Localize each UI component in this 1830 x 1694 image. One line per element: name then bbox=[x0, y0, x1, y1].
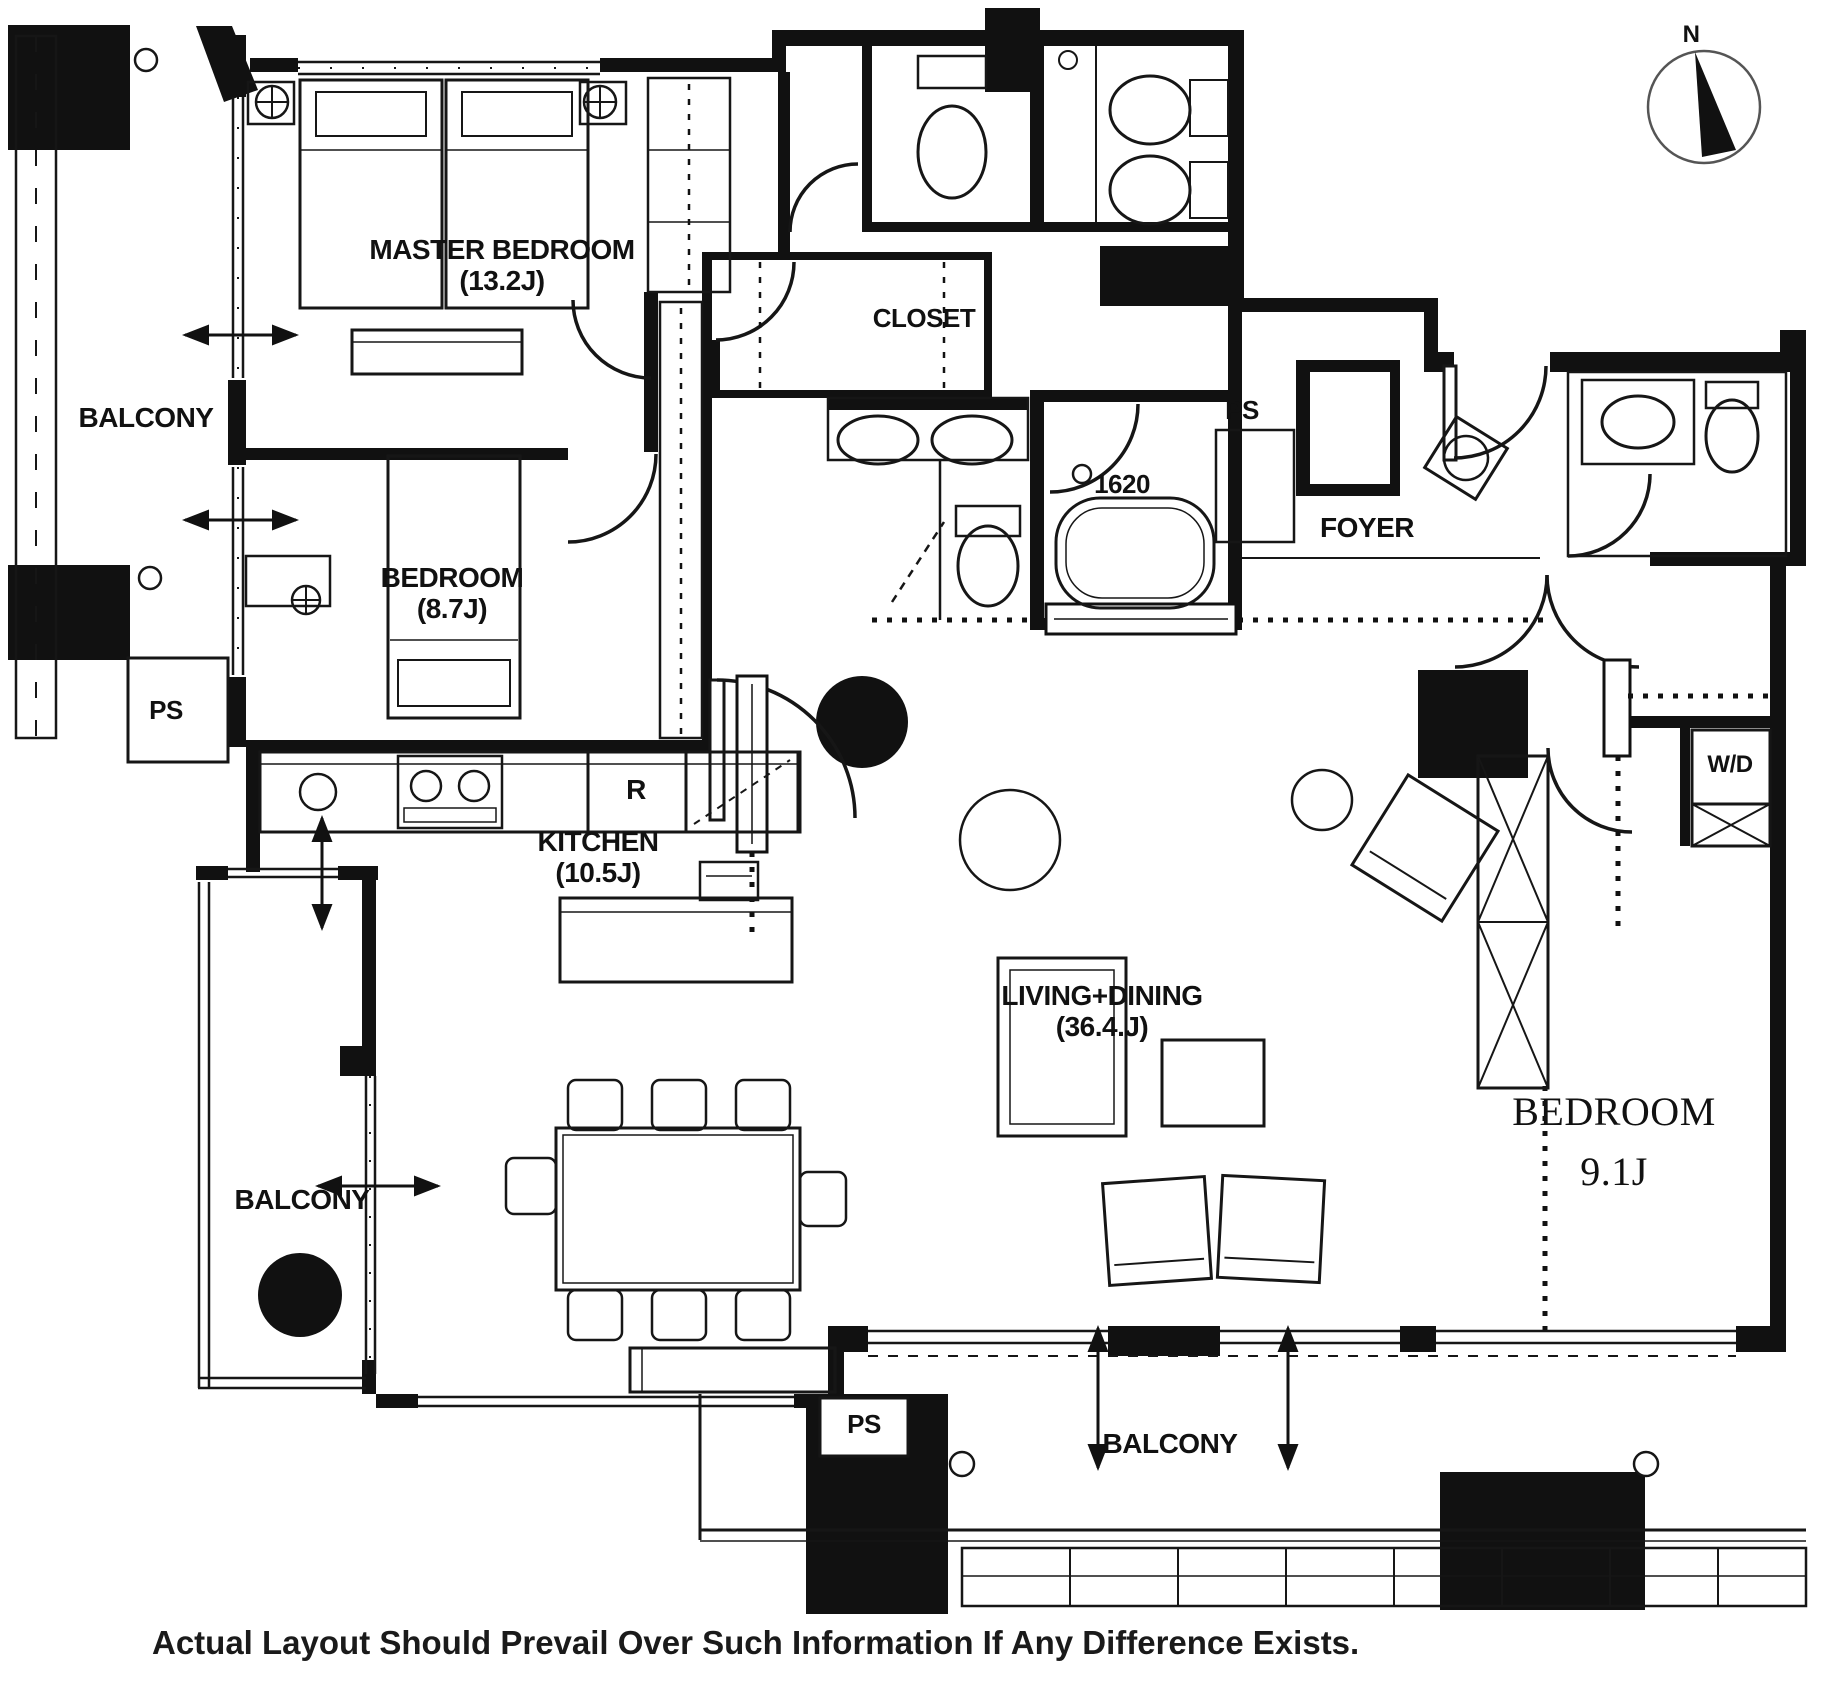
dining-chair bbox=[736, 1080, 790, 1130]
refrigerator-text: R bbox=[626, 774, 646, 805]
lounge-chair bbox=[1352, 775, 1498, 921]
kitchen-sink bbox=[300, 774, 336, 810]
balcony-bottom-left-label bbox=[235, 1184, 370, 1215]
balcony-column bbox=[258, 1253, 342, 1337]
master-bedroom-label bbox=[369, 234, 634, 297]
toilet bbox=[958, 526, 1018, 606]
disclaimer-caption: Actual Layout Should Prevail Over Such Information If Any Difference Exists. bbox=[152, 1624, 1360, 1661]
balcony-bottom-text: BALCONY bbox=[1102, 1428, 1238, 1459]
round-table bbox=[960, 790, 1060, 890]
master-bedroom-name: MASTER BEDROOM bbox=[369, 234, 635, 265]
structural-columns bbox=[258, 670, 1528, 1337]
closet-label bbox=[873, 304, 975, 333]
vanity-bowl bbox=[932, 416, 1012, 464]
bathtub-size-text: 1620 bbox=[1094, 469, 1150, 499]
balcony-bottom-label bbox=[1103, 1428, 1238, 1459]
sink bbox=[1110, 156, 1190, 224]
side-table bbox=[1292, 770, 1352, 830]
master-bedroom-size: (13.2J) bbox=[459, 265, 545, 297]
kitchen-label bbox=[538, 826, 659, 889]
sink bbox=[1110, 76, 1190, 144]
bedroom-2-label bbox=[381, 562, 524, 625]
ps-bottom-text: PS bbox=[847, 1409, 881, 1439]
kitchen-door-leaf bbox=[710, 680, 724, 820]
pipe-shaft-box bbox=[1216, 430, 1294, 542]
washer-dryer-label bbox=[1707, 752, 1752, 779]
foyer-text: FOYER bbox=[1320, 512, 1414, 543]
balcony-bottom-left-text: BALCONY bbox=[234, 1184, 370, 1215]
living-dining-name: LIVING+DINING bbox=[1001, 980, 1203, 1011]
desk bbox=[246, 556, 330, 606]
pipe-shaft-bottom-label bbox=[847, 1410, 881, 1439]
balcony-left-label bbox=[79, 402, 214, 433]
bedroom-3-name: BEDROOM bbox=[1512, 1089, 1716, 1134]
bathtub-size-label bbox=[1094, 470, 1150, 499]
vanity-bowl bbox=[838, 416, 918, 464]
living-dining-label bbox=[1001, 980, 1202, 1043]
washer-dryer-text: W/D bbox=[1707, 751, 1753, 778]
square-column bbox=[1418, 670, 1528, 778]
living-dining-size: (36.4.J) bbox=[1055, 1011, 1149, 1043]
bedroom-2-name: BEDROOM bbox=[380, 562, 524, 593]
dresser bbox=[352, 330, 522, 374]
entry-door-leaf bbox=[1444, 366, 1456, 460]
sideboard bbox=[630, 1348, 835, 1392]
armchair bbox=[1103, 1177, 1212, 1286]
balcony-left-text: BALCONY bbox=[78, 402, 214, 433]
toilet bbox=[918, 106, 986, 198]
pipe-shaft-left-label bbox=[149, 696, 183, 725]
walls-layer bbox=[8, 8, 1806, 1614]
bathtub bbox=[1056, 498, 1214, 608]
toilet bbox=[1706, 400, 1758, 472]
refrigerator-label bbox=[626, 774, 646, 805]
north-text: N bbox=[1682, 21, 1700, 48]
bedroom-2-size: (8.7J) bbox=[416, 593, 488, 625]
pipe-shaft-entry-label bbox=[1225, 396, 1259, 425]
dining-chair bbox=[652, 1290, 706, 1340]
dining-chair bbox=[506, 1158, 556, 1214]
dining-chair bbox=[568, 1290, 622, 1340]
dining-chair bbox=[652, 1080, 706, 1130]
dining-table bbox=[556, 1128, 800, 1290]
compass-north-label bbox=[1683, 22, 1700, 49]
windows-railings-layer bbox=[16, 36, 1806, 1606]
kitchen-size: (10.5J) bbox=[555, 857, 641, 889]
sink bbox=[1602, 396, 1674, 448]
compass-north-icon bbox=[1648, 51, 1760, 163]
bedroom-3-size: 9.1J bbox=[1580, 1149, 1648, 1194]
ps-entry-text: PS bbox=[1225, 395, 1259, 425]
armchair bbox=[1217, 1175, 1324, 1282]
kitchen-island bbox=[560, 898, 792, 982]
round-column bbox=[816, 676, 908, 768]
dining-chair bbox=[800, 1172, 846, 1226]
sofa-seat bbox=[1162, 1040, 1264, 1126]
kitchen-name: KITCHEN bbox=[537, 826, 659, 857]
bedroom-3-label bbox=[1512, 1082, 1716, 1202]
dining-chair bbox=[568, 1080, 622, 1130]
foyer-label bbox=[1320, 512, 1414, 543]
closet-text: CLOSET bbox=[872, 303, 976, 333]
ps-left-text: PS bbox=[149, 695, 183, 725]
dining-chair bbox=[736, 1290, 790, 1340]
